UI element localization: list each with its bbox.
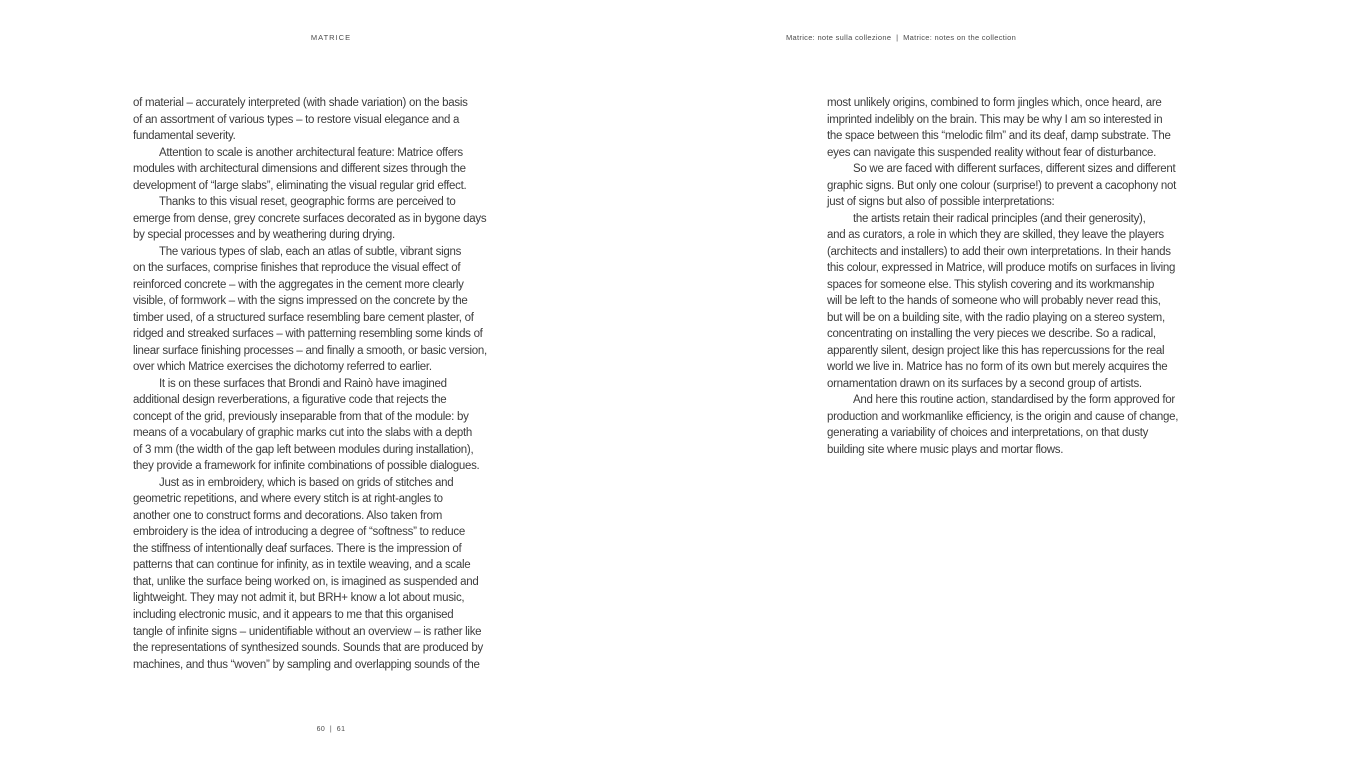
text-line: eyes can navigate this suspended reality without fear of disturbance. xyxy=(827,146,1157,159)
paragraph xyxy=(827,161,1178,211)
running-head-right: Matrice: note sulla collezione | Matrice: notes on the collection xyxy=(786,33,1017,42)
text-line: visible, of formwork – with the signs impressed on the concrete by the xyxy=(133,295,468,308)
text-line: modules with architectural dimensions and different sizes through the xyxy=(133,163,466,176)
text-line: by special processes and by weathering during drying. xyxy=(133,229,395,242)
text-line: including electronic music, and it appears to me that this organised xyxy=(133,608,454,621)
text-line: ornamentation drawn on its surfaces by a second group of artists. xyxy=(827,377,1142,390)
left-text-column xyxy=(133,95,487,673)
text-line: of material – accurately interpreted (with shade variation) on the basis xyxy=(133,97,468,109)
paragraph xyxy=(133,145,487,195)
paragraph xyxy=(827,95,1178,161)
text-line: fundamental severity. xyxy=(133,130,236,143)
paragraph xyxy=(827,211,1178,393)
text-line: that, unlike the surface being worked on, is imagined as suspended and xyxy=(133,575,479,588)
text-line: of 3 mm (the width of the gap left between modules during installation), xyxy=(133,443,474,456)
text-line: the artists retain their radical principles (and their generosity), xyxy=(853,212,1146,225)
text-line: ridged and streaked surfaces – with patterning resembling some kinds of xyxy=(133,328,483,341)
text-line: over which Matrice exercises the dichotomy referred to earlier. xyxy=(133,361,432,374)
text-line: emerge from dense, grey concrete surfaces decorated as in bygone days xyxy=(133,212,487,225)
text-line: (architects and installers) to add their own interpretations. In their hands xyxy=(827,245,1171,258)
text-line: the representations of synthesized sounds. Sounds that are produced by xyxy=(133,642,483,655)
text-line: Thanks to this visual reset, geographic forms are perceived to xyxy=(159,196,456,209)
text-line: graphic signs. But only one colour (surprise!) to prevent a cacophony not xyxy=(827,179,1177,192)
text-line: they provide a framework for infinite combinations of possible dialogues. xyxy=(133,460,480,473)
running-head-left: MATRICE xyxy=(310,33,352,42)
text-line: the space between this “melodic film” and its deaf, damp substrate. The xyxy=(827,130,1171,143)
text-line: this colour, expressed in Matrice, will produce motifs on surfaces in living xyxy=(827,262,1176,275)
text-line: timber used, of a structured surface resembling bare cement plaster, of xyxy=(133,311,474,324)
text-line: will be left to the hands of someone who will probably never read this, xyxy=(827,295,1161,308)
text-line: tangle of infinite signs – unidentifiable without an overview – is rather like xyxy=(133,625,482,638)
paragraph xyxy=(133,194,487,244)
text-line: means of a vocabulary of graphic marks cut into the slabs with a depth xyxy=(133,427,473,440)
text-line: on the surfaces, comprise finishes that reproduce the visual effect of xyxy=(133,262,461,275)
text-line: imprinted indelibly on the brain. This may be why I am so interested in xyxy=(827,113,1163,126)
text-line: concentrating on installing the very pieces we describe. So a radical, xyxy=(827,328,1156,341)
text-line: just of signs but also of possible interpretations: xyxy=(827,196,1055,209)
paragraph xyxy=(827,392,1178,458)
text-line: development of “large slabs”, eliminating the visual regular grid effect. xyxy=(133,179,467,192)
text-line: It is on these surfaces that Brondi and Rainò have imagined xyxy=(159,377,447,390)
page-number-folio: 60 | 61 xyxy=(316,726,346,733)
text-line: the stiffness of intentionally deaf surfaces. There is the impression of xyxy=(133,542,462,555)
text-line: concept of the grid, previously inseparable from that of the module: by xyxy=(133,410,469,423)
text-line: machines, and thus “woven” by sampling and overlapping sounds of the xyxy=(133,658,480,671)
text-line: and as curators, a role in which they are skilled, they leave the players xyxy=(827,229,1164,242)
text-line: Just as in embroidery, which is based on grids of stitches and xyxy=(159,476,454,489)
text-line: another one to construct forms and decorations. Also taken from xyxy=(133,509,443,522)
text-line: production and workmanlike efficiency, is the origin and cause of change, xyxy=(827,410,1179,423)
text-line: linear surface finishing processes – and finally a smooth, or basic version, xyxy=(133,344,487,357)
text-line: And here this routine action, standardised by the form approved for xyxy=(853,394,1175,407)
text-line: lightweight. They may not admit it, but BRH+ know a lot about music, xyxy=(133,592,465,605)
text-line: world we live in. Matrice has no form of its own but merely acquires the xyxy=(827,361,1168,374)
paragraph xyxy=(133,95,487,145)
text-line: The various types of slab, each an atlas of subtle, vibrant signs xyxy=(159,245,462,258)
text-line: additional design reverberations, a figurative code that rejects the xyxy=(133,394,447,407)
text-line: geometric repetitions, and where every stitch is at right-angles to xyxy=(133,493,443,506)
text-line: patterns that can continue for infinity, as in textile weaving, and a scale xyxy=(133,559,471,572)
paragraph xyxy=(133,244,487,376)
text-line: most unlikely origins, combined to form jingles which, once heard, are xyxy=(827,97,1162,109)
text-line: generating a variability of choices and interpretations, on that dusty xyxy=(827,427,1149,440)
text-line: building site where music plays and mortar flows. xyxy=(827,443,1064,456)
text-line: but will be on a building site, with the radio playing on a stereo system, xyxy=(827,311,1165,324)
text-line: apparently silent, design project like this has repercussions for the real xyxy=(827,344,1165,357)
text-line: Attention to scale is another architectural feature: Matrice offers xyxy=(159,146,463,159)
right-text-column xyxy=(827,95,1178,458)
text-line: So we are faced with different surfaces, different sizes and different xyxy=(853,163,1176,176)
text-line: spaces for someone else. This stylish covering and its workmanship xyxy=(827,278,1155,291)
paragraph xyxy=(133,475,487,673)
text-line: embroidery is the idea of introducing a degree of “softness” to reduce xyxy=(133,526,465,539)
text-line: reinforced concrete – with the aggregates in the cement more clearly xyxy=(133,278,464,291)
paragraph xyxy=(133,376,487,475)
text-line: of an assortment of various types – to restore visual elegance and a xyxy=(133,113,460,126)
